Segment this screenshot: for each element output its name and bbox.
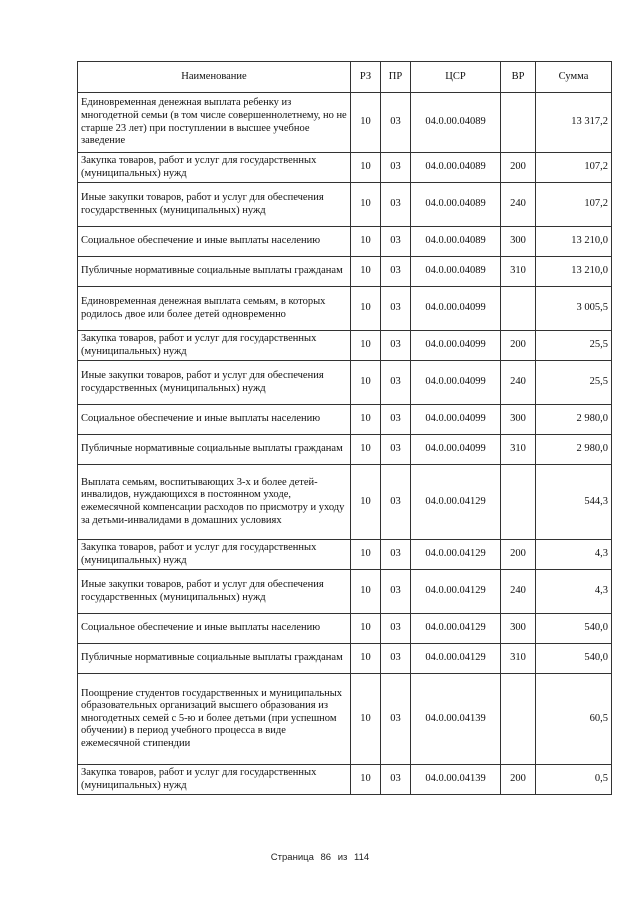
row-rz: 10 (351, 674, 381, 765)
row-pr: 03 (381, 153, 411, 183)
row-sum: 2 980,0 (536, 405, 612, 435)
row-rz: 10 (351, 227, 381, 257)
total-pages: 114 (354, 852, 370, 863)
row-vr: 240 (501, 183, 536, 227)
row-name: Поощрение студентов государственных и муниципальных образовательных организаций высшего образования из многодетных семей с 5-ю и более детьми (при успешном обучении) в период учебного процесса в виде ежемесячной стипендии (78, 674, 351, 765)
row-sum: 540,0 (536, 614, 612, 644)
table-row (78, 153, 612, 183)
row-name: Единовременная денежная выплата семьям, в которых родилось двое или более детей одновременно (78, 287, 351, 331)
row-rz: 10 (351, 765, 381, 795)
row-sum: 544,3 (536, 465, 612, 540)
of-label: из (337, 852, 348, 863)
row-pr: 03 (381, 257, 411, 287)
row-vr (501, 465, 536, 540)
row-pr: 03 (381, 435, 411, 465)
row-name: Закупка товаров, работ и услуг для государственных (муниципальных) нужд (78, 153, 351, 183)
budget-table (77, 61, 612, 795)
row-sum: 107,2 (536, 183, 612, 227)
row-name: Закупка товаров, работ и услуг для государственных (муниципальных) нужд (78, 331, 351, 361)
row-csr: 04.0.00.04129 (411, 540, 501, 570)
row-pr: 03 (381, 570, 411, 614)
row-csr: 04.0.00.04089 (411, 183, 501, 227)
row-name: Социальное обеспечение и иные выплаты населению (78, 405, 351, 435)
row-vr: 300 (501, 614, 536, 644)
table-body (78, 93, 612, 795)
row-rz: 10 (351, 331, 381, 361)
row-rz: 10 (351, 405, 381, 435)
table-row (78, 183, 612, 227)
table-row (78, 765, 612, 795)
row-vr: 300 (501, 405, 536, 435)
row-rz: 10 (351, 93, 381, 153)
row-name: Публичные нормативные социальные выплаты гражданам (78, 435, 351, 465)
table-row (78, 287, 612, 331)
row-rz: 10 (351, 153, 381, 183)
row-pr: 03 (381, 644, 411, 674)
table-row (78, 614, 612, 644)
row-csr: 04.0.00.04089 (411, 257, 501, 287)
row-pr: 03 (381, 331, 411, 361)
row-csr: 04.0.00.04099 (411, 435, 501, 465)
row-name: Социальное обеспечение и иные выплаты населению (78, 614, 351, 644)
row-name: Закупка товаров, работ и услуг для государственных (муниципальных) нужд (78, 540, 351, 570)
row-rz: 10 (351, 361, 381, 405)
table-row (78, 331, 612, 361)
row-pr: 03 (381, 614, 411, 644)
row-csr: 04.0.00.04129 (411, 465, 501, 540)
row-csr: 04.0.00.04089 (411, 93, 501, 153)
row-sum: 0,5 (536, 765, 612, 795)
row-sum: 4,3 (536, 540, 612, 570)
row-rz: 10 (351, 570, 381, 614)
row-vr: 310 (501, 644, 536, 674)
table-row (78, 465, 612, 540)
row-csr: 04.0.00.04099 (411, 405, 501, 435)
page-label: Страница (270, 852, 314, 863)
row-sum: 13 210,0 (536, 227, 612, 257)
row-csr: 04.0.00.04089 (411, 227, 501, 257)
row-sum: 25,5 (536, 331, 612, 361)
table-row (78, 257, 612, 287)
row-csr: 04.0.00.04139 (411, 765, 501, 795)
row-vr: 310 (501, 435, 536, 465)
row-pr: 03 (381, 287, 411, 331)
header-name: Наименование (78, 62, 351, 93)
row-rz: 10 (351, 287, 381, 331)
row-vr: 310 (501, 257, 536, 287)
row-sum: 25,5 (536, 361, 612, 405)
row-vr: 200 (501, 765, 536, 795)
row-rz: 10 (351, 540, 381, 570)
table-row (78, 674, 612, 765)
row-csr: 04.0.00.04099 (411, 361, 501, 405)
page-footer (0, 852, 640, 863)
row-sum: 13 317,2 (536, 93, 612, 153)
row-pr: 03 (381, 361, 411, 405)
header-vr: ВР (501, 62, 536, 93)
row-name: Выплата семьям, воспитывающих 3-х и более детей-инвалидов, нуждающихся в постоянном уходе, ежемесячной компенсации расходов по присмотру и уходу за детьми-инвалидами в домашних условиях (78, 465, 351, 540)
table-row (78, 435, 612, 465)
row-vr: 300 (501, 227, 536, 257)
row-rz: 10 (351, 435, 381, 465)
row-name: Иные закупки товаров, работ и услуг для обеспечения государственных (муниципальных) нужд (78, 361, 351, 405)
row-sum: 2 980,0 (536, 435, 612, 465)
row-sum: 13 210,0 (536, 257, 612, 287)
row-sum: 60,5 (536, 674, 612, 765)
row-sum: 107,2 (536, 153, 612, 183)
row-name: Иные закупки товаров, работ и услуг для обеспечения государственных (муниципальных) нужд (78, 570, 351, 614)
header-pr: ПР (381, 62, 411, 93)
row-csr: 04.0.00.04129 (411, 570, 501, 614)
row-name: Единовременная денежная выплата ребенку из многодетной семьи (в том числе совершеннолетнему, но не старше 23 лет) при поступлении в высшее учебное заведение (78, 93, 351, 153)
table-row (78, 570, 612, 614)
row-rz: 10 (351, 465, 381, 540)
row-vr: 200 (501, 540, 536, 570)
row-vr: 200 (501, 331, 536, 361)
table-row (78, 361, 612, 405)
row-rz: 10 (351, 614, 381, 644)
row-vr: 200 (501, 153, 536, 183)
row-pr: 03 (381, 540, 411, 570)
table-row (78, 227, 612, 257)
row-name: Публичные нормативные социальные выплаты гражданам (78, 644, 351, 674)
row-vr (501, 287, 536, 331)
row-rz: 10 (351, 257, 381, 287)
row-pr: 03 (381, 227, 411, 257)
row-csr: 04.0.00.04089 (411, 153, 501, 183)
row-csr: 04.0.00.04139 (411, 674, 501, 765)
row-pr: 03 (381, 674, 411, 765)
row-csr: 04.0.00.04129 (411, 644, 501, 674)
row-sum: 3 005,5 (536, 287, 612, 331)
row-rz: 10 (351, 644, 381, 674)
page-number: 86 (320, 852, 332, 863)
header-rz: РЗ (351, 62, 381, 93)
row-csr: 04.0.00.04099 (411, 287, 501, 331)
table-row (78, 405, 612, 435)
row-sum: 4,3 (536, 570, 612, 614)
table-header-row (78, 62, 612, 93)
row-vr (501, 93, 536, 153)
header-csr: ЦСР (411, 62, 501, 93)
row-pr: 03 (381, 765, 411, 795)
row-pr: 03 (381, 465, 411, 540)
row-vr: 240 (501, 361, 536, 405)
table-row (78, 540, 612, 570)
table-row (78, 644, 612, 674)
row-vr: 240 (501, 570, 536, 614)
row-name: Публичные нормативные социальные выплаты гражданам (78, 257, 351, 287)
row-csr: 04.0.00.04129 (411, 614, 501, 644)
row-pr: 03 (381, 93, 411, 153)
row-pr: 03 (381, 405, 411, 435)
row-csr: 04.0.00.04099 (411, 331, 501, 361)
row-name: Социальное обеспечение и иные выплаты населению (78, 227, 351, 257)
row-rz: 10 (351, 183, 381, 227)
row-name: Закупка товаров, работ и услуг для государственных (муниципальных) нужд (78, 765, 351, 795)
row-sum: 540,0 (536, 644, 612, 674)
table-row (78, 93, 612, 153)
row-name: Иные закупки товаров, работ и услуг для обеспечения государственных (муниципальных) нужд (78, 183, 351, 227)
row-vr (501, 674, 536, 765)
header-sum: Сумма (536, 62, 612, 93)
row-pr: 03 (381, 183, 411, 227)
